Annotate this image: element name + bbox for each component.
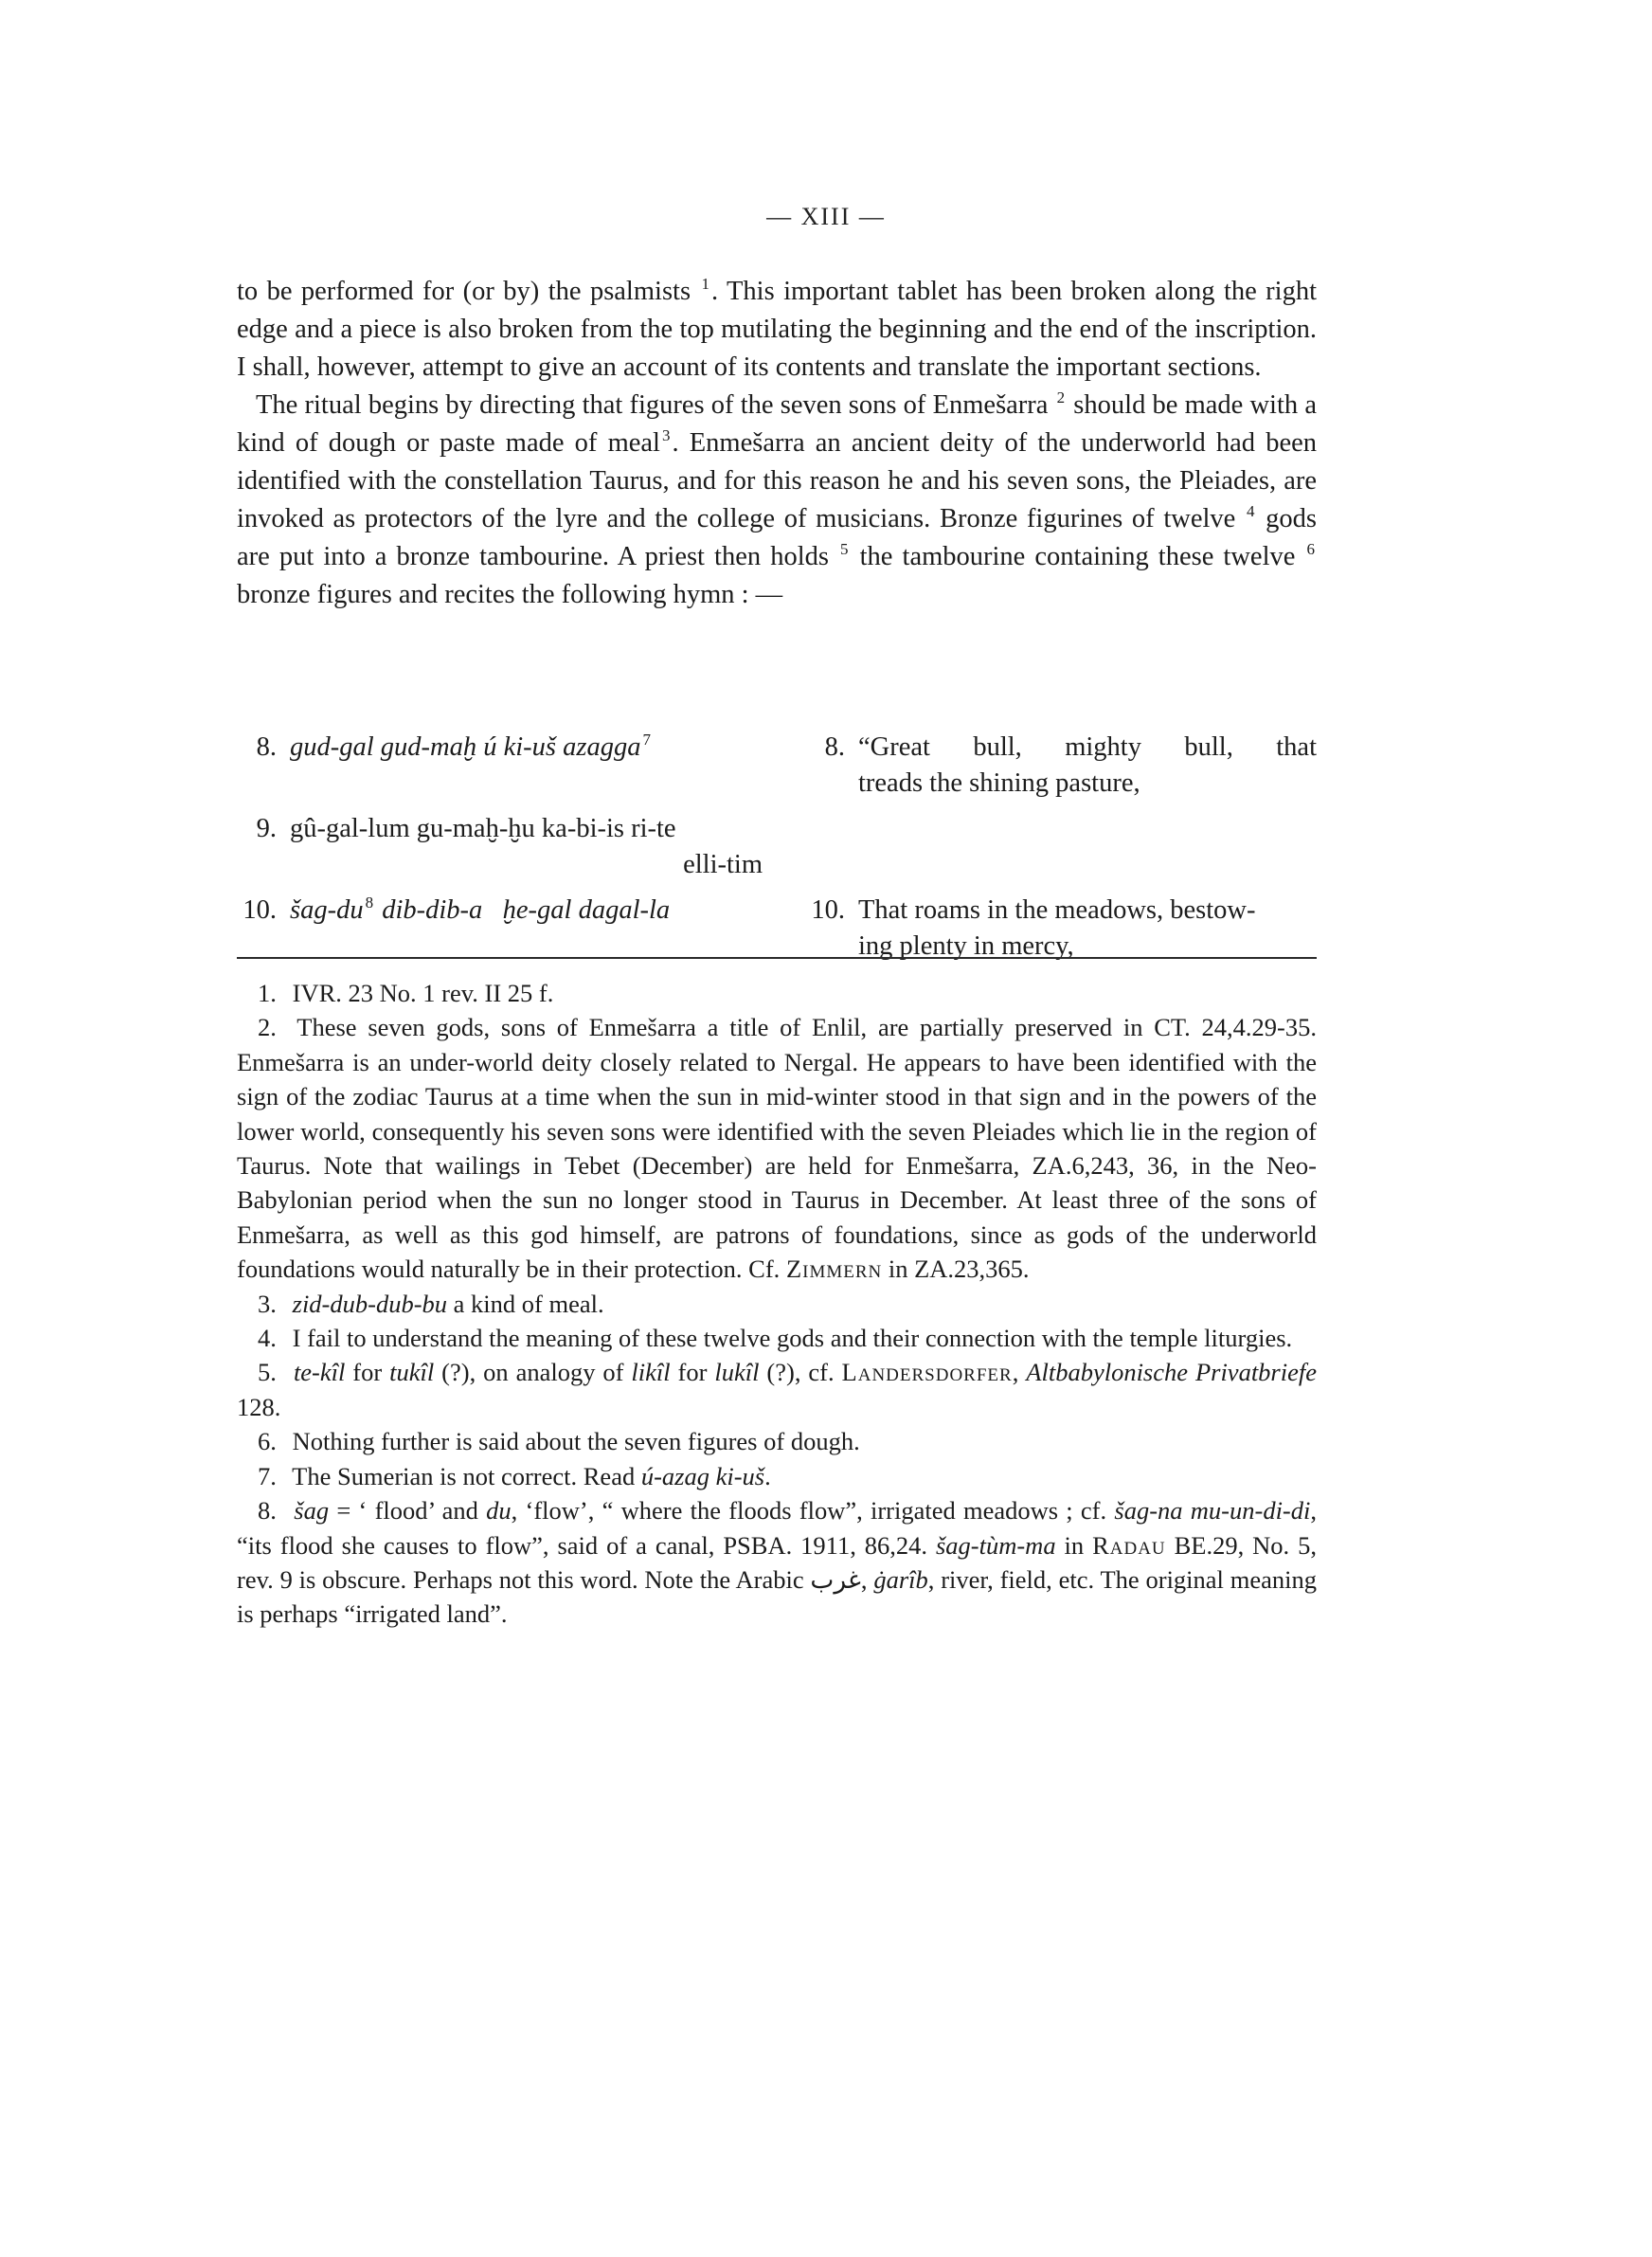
text-run: . Enmešarra an ancient deity of the underworld had been identified with the constellation Taurus, and for this reason he and his seven sons, the Pleiades, are invoked as protectors of the lyre and the college of musicians. Bronze figurines of twelve (237, 428, 1317, 533)
text-run: . (764, 1461, 771, 1490)
footnotes (237, 976, 1317, 1632)
text-run: for (670, 1358, 715, 1387)
text-run: BE.29, No. 5, rev. 9 is obscure. Perhaps not this word. Note the Arabic (237, 1530, 1317, 1594)
translation-column-empty (805, 811, 1317, 883)
hymn-line-9 (237, 811, 1317, 883)
footnote-number: 5. (258, 1358, 277, 1387)
footnote-ref-3: 3 (661, 426, 671, 444)
sumerian-column (237, 811, 763, 883)
translation-text (858, 893, 1317, 965)
text-run: gud-gal gud-maḫ ú ki-uš azagga (290, 732, 641, 762)
footnote-ref-1: 1 (701, 275, 709, 293)
footnote-ref-6: 6 (1306, 540, 1315, 558)
sumerian-text (290, 893, 763, 965)
text-run: IVR. 23 No. 1 rev. II 25 f. (292, 979, 554, 1007)
text-run: in (1055, 1530, 1093, 1560)
main-text (237, 273, 1317, 614)
footnote-1 (237, 976, 1317, 1010)
text-run: , (1012, 1358, 1027, 1387)
text-run: ú-azag ki-uš (640, 1461, 765, 1490)
text-run: I fail to understand the meaning of these twelve gods and their connection with the temple liturgies. (292, 1324, 1293, 1353)
text-run: These seven gods, sons of Enmešarra a title of Enlil, are partially preserved in CT. 24,4.29-35. Enmešarra is an under-world deity closely related to Nergal. He appears to have been identified with the sign of the zodiac Taurus at a time when the sun in mid-winter stood in that sign and in the powers of the lower world, consequently his seven sons were identified with the seven Pleiades which lie in the region of Taurus. Note that wailings in Tebet (December) are held for Enmešarra, ZA.6,243, 36, in the Neo-Babylonian period when the sun no longer stood in Taurus in December. At least three of the sons of Enmešarra, as well as this god himself, are patrons of foundations, since as gods of the underworld foundations would naturally be in their protection. Cf. (237, 1013, 1317, 1284)
text-run: šag-du (290, 895, 364, 925)
text-run: gods are put into a bronze tambourine. A priest then holds (237, 504, 1318, 571)
sumerian-text (290, 730, 763, 802)
author-name: Radau (1092, 1530, 1166, 1560)
author-name: Zimmern (785, 1255, 883, 1284)
text-run: “Great bull, mighty bull, that (858, 732, 1317, 762)
footnote-number: 8. (258, 1496, 277, 1526)
text-run: ġarîb (873, 1564, 928, 1594)
arabic-word: غرب (810, 1564, 861, 1594)
text-run: (?), on analogy of (434, 1358, 632, 1387)
footnote-5 (237, 1355, 1317, 1424)
text-run: elli-tim (683, 850, 763, 879)
sumerian-column (237, 730, 763, 802)
footnote-separator (237, 957, 1317, 959)
text-run: The Sumerian is not correct. Read (292, 1461, 641, 1490)
hymn-block (237, 730, 1317, 974)
footnote-ref-8: 8 (365, 894, 374, 912)
footnote-ref-4: 4 (1246, 502, 1255, 520)
text-run: , river, field, etc. The original meaning is perhaps “irrigated land”. (237, 1564, 1317, 1629)
text-run: (?), cf. (759, 1358, 842, 1387)
line-number: 8. (256, 732, 277, 762)
footnote-2 (237, 1010, 1317, 1286)
footnote-6 (237, 1424, 1317, 1458)
hymn-line-10 (237, 893, 1317, 965)
text-run: , (860, 1564, 874, 1594)
text-run: a kind of meal. (447, 1289, 604, 1318)
line-number: 10. (242, 895, 277, 925)
text-run: = ‘ flood’ and (329, 1496, 487, 1526)
footnote-8 (237, 1493, 1317, 1632)
line-number: 8. (824, 732, 845, 762)
text-run: likîl (631, 1358, 671, 1387)
page-number: — XIII — (766, 203, 886, 230)
footnote-number: 2. (258, 1013, 277, 1042)
translation-text (858, 730, 1317, 802)
sumerian-text (290, 811, 763, 883)
text-run: , ‘flow’, “ where the floods flow”, irrigated meadows ; cf. (511, 1496, 1115, 1526)
footnote-number: 1. (258, 979, 277, 1007)
line-number: 9. (256, 814, 277, 843)
text-run: gû-gal-lum gu-maḫ-ḫu ka-bi-is ri-te (290, 814, 676, 843)
translation-column (805, 730, 1317, 802)
text-run: šag-na mu-un-di-di (1114, 1496, 1311, 1526)
text-run: , “its flood she causes to flow”, said of a canal, PSBA. 1911, 86,24. (237, 1496, 1317, 1560)
footnote-7 (237, 1459, 1317, 1493)
footnote-4 (237, 1321, 1317, 1355)
text-run: the tambourine containing these twelve (850, 542, 1305, 571)
text-run: zid-dub-dub-bu (292, 1289, 448, 1318)
text-run: ing plenty in mercy, (858, 931, 1074, 961)
footnote-number: 6. (258, 1427, 277, 1456)
text-run: Nothing further is said about the seven figures of dough. (292, 1427, 860, 1456)
footnote-ref-2: 2 (1056, 388, 1066, 406)
line-number: 10. (811, 895, 845, 925)
text-run: 128. (237, 1392, 281, 1421)
text-run: du (486, 1496, 512, 1526)
translation-column (805, 893, 1317, 965)
book-title: Altbabylonische Privatbriefe (1026, 1358, 1317, 1387)
footnote-number: 7. (258, 1461, 277, 1490)
text-run: for (345, 1358, 390, 1387)
footnote-3 (237, 1287, 1317, 1321)
text-run: treads the shining pasture, (858, 768, 1140, 798)
footnote-ref-7: 7 (642, 731, 651, 749)
footnote-number: 3. (258, 1289, 277, 1318)
paragraph-1 (237, 273, 1317, 387)
text-run: te-kîl (293, 1358, 346, 1387)
text-run: bronze figures and recites the following hymn : — (237, 580, 783, 609)
text-run: should be made with a kind of dough or paste made of meal (237, 390, 1317, 458)
text-run: tukîl (389, 1358, 435, 1387)
footnote-ref-5: 5 (840, 540, 849, 558)
text-run: That roams in the meadows, bestow- (858, 895, 1256, 925)
hymn-line-8 (237, 730, 1317, 802)
text-run: The ritual begins by directing that figures of the seven sons of Enmešarra (256, 390, 1055, 420)
footnote-number: 4. (258, 1324, 277, 1353)
text-run: . This important tablet has been broken along the right edge and a piece is also broken from the top mutilating the beginning and the end of the inscription. I shall, however, attempt to give an account of its contents and translate the important sections. (237, 277, 1318, 382)
sumerian-column (237, 893, 763, 965)
text-run: dib-dib-a ḫe-gal dagal-la (375, 895, 671, 925)
text-run: in ZA.23,365. (882, 1255, 1030, 1284)
text-run: to be performed for (or by) the psalmists (237, 277, 700, 306)
text-run: šag-tùm-ma (935, 1530, 1056, 1560)
paragraph-2 (237, 387, 1317, 614)
author-name: Landersdorfer (841, 1358, 1013, 1387)
text-run: šag (294, 1496, 330, 1526)
text-run: lukîl (714, 1358, 760, 1387)
